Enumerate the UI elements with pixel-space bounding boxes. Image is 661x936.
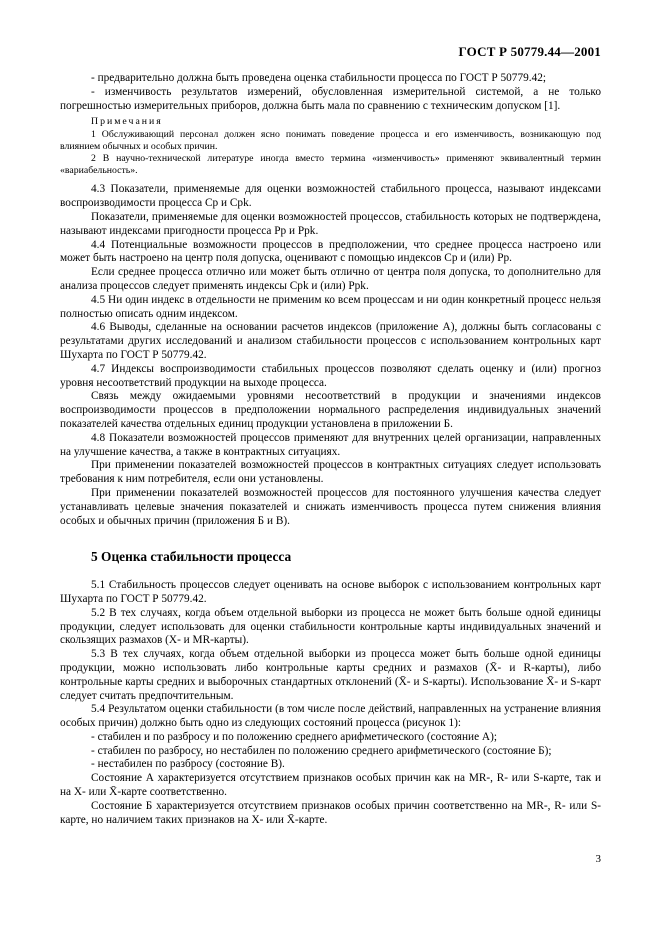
paragraph: - предварительно должна быть проведена оценка стабильности процесса по ГОСТ Р 50779.42;: [91, 72, 547, 84]
paragraph: 4.8 Показатели возможностей процессов применяют для внутренних целей организации, направленных на улучшение качества, а также в контрактных ситуациях.: [60, 431, 601, 458]
paragraph: - стабилен по разбросу, но нестабилен по положению среднего арифметического (состояние Б);: [91, 744, 552, 757]
section-heading: 5 Оценка стабильности процесса: [91, 549, 292, 565]
paragraph: - нестабилен по разбросу (состояние В).: [91, 758, 285, 771]
paragraph: 5.4 Результатом оценки стабильности (в том числе после действий, направленных на устранение влияния особых причин) должно быть одно из следующих состояний процесса (рисунок 1):: [60, 703, 601, 730]
paragraph: Если среднее процесса отлично или может быть отлично от центра поля допуска, то дополнительно для анализа процессов следует применять индексы Cpk и (или) Ppk.: [60, 266, 601, 292]
notes-block: [60, 116, 601, 177]
note-paragraph: 2 В научно-технической литературе иногда вместо термина «изменчивость» применяют эквивалентный термин «вариабельность».: [60, 153, 601, 177]
paragraph: При применении показателей возможностей процессов в контрактных ситуациях следует использовать требования к ним потребителя, если они установлены.: [60, 459, 601, 486]
paragraph: 5.3 В тех случаях, когда объем отдельной выборки из процесса может быть больше одной единицы продукции, можно использовать либо контрольные карты средних и размахов (X̄- и R-карты), либо контрольные карты средних и выборочных стандартных отклонений (X̄- и S-карты). Использование X̄- и S-карт следует считать предпочтительным.: [60, 648, 601, 702]
document-body: [60, 72, 601, 827]
paragraph: - стабилен и по разбросу и по положению среднего арифметического (состояние А);: [91, 730, 497, 743]
paragraph: 5.2 В тех случаях, когда объем отдельной выборки из процесса не может быть больше одной единицы продукции, следует использовать для оценки стабильности контрольные карты индивидуальных значений и скользящих размахов (X- и MR-карты).: [60, 606, 601, 647]
paragraph: 4.3 Показатели, применяемые для оценки возможностей стабильного процесса, называют индексами воспроизводимости процесса Cp и Cpk.: [60, 183, 601, 210]
paragraph: Показатели, применяемые для оценки возможностей процессов, стабильность которых не подтверждена, называют индексами пригодности процесса Pp и Ppk.: [60, 211, 601, 237]
document-id-header: ГОСТ Р 50779.44—2001: [458, 44, 601, 59]
note-paragraph: 1 Обслуживающий персонал должен ясно понимать поведение процесса и его изменчивость, возникающую под влиянием обычных и особых причин.: [60, 128, 601, 152]
paragraph: 4.5 Ни один индекс в отдельности не применим ко всем процессам и ни один конкретный процесс нельзя полностью описать одним индексом.: [60, 293, 601, 320]
paragraph: При применении показателей возможностей процессов для постоянного улучшения качества следует устанавливать целевые значения показателей и снижать изменчивость процесса путем снижения влияния особых и обычных причин (приложения Б и В).: [60, 486, 601, 527]
paragraph: 5.1 Стабильность процессов следует оценивать на основе выборок с использованием контрольных карт Шухарта по ГОСТ Р 50779.42.: [60, 579, 601, 605]
notes-heading: Примечания: [91, 116, 163, 128]
page-number: 3: [595, 853, 601, 865]
paragraph: 4.6 Выводы, сделанные на основании расчетов индексов (приложение А), должны быть согласованы с результатами других исследований и анализом стабильности процессов с использованием контрольных карт Шухарта по ГОСТ Р 50779.42.: [60, 321, 601, 361]
paragraph: - изменчивость результатов измерений, обусловленная измерительной системой, а не только погрешностью измерительных приборов, должна быть мала по сравнению с техническим допуском [1].: [60, 85, 601, 112]
paragraph: 4.7 Индексы воспроизводимости стабильных процессов позволяют сделать оценку и (или) прогноз уровня несоответствий продукции на выходе процесса.: [60, 362, 601, 389]
paragraph: Состояние А характеризуется отсутствием признаков особых причин как на MR-, R- или S-карте, так и на X- или X̄-карте соответственно.: [60, 772, 601, 799]
paragraph: Связь между ожидаемыми уровнями несоответствий в продукции и значениями индексов воспроизводимости процессов в предположении нормального распределения индивидуальных значений показателей качества отдельных единиц продукции установлена в приложении Б.: [60, 390, 601, 430]
paragraph: Состояние Б характеризуется отсутствием признаков особых причин соответственно на MR-, R- или S-карте, но наличием таких признаков на X- или X̄-карте.: [60, 799, 601, 826]
paragraph: 4.4 Потенциальные возможности процессов в предположении, что среднее процесса настроено или может быть настроено на центр поля допуска, оценивают с помощью индексов Cp и (или) Pp.: [60, 238, 601, 265]
